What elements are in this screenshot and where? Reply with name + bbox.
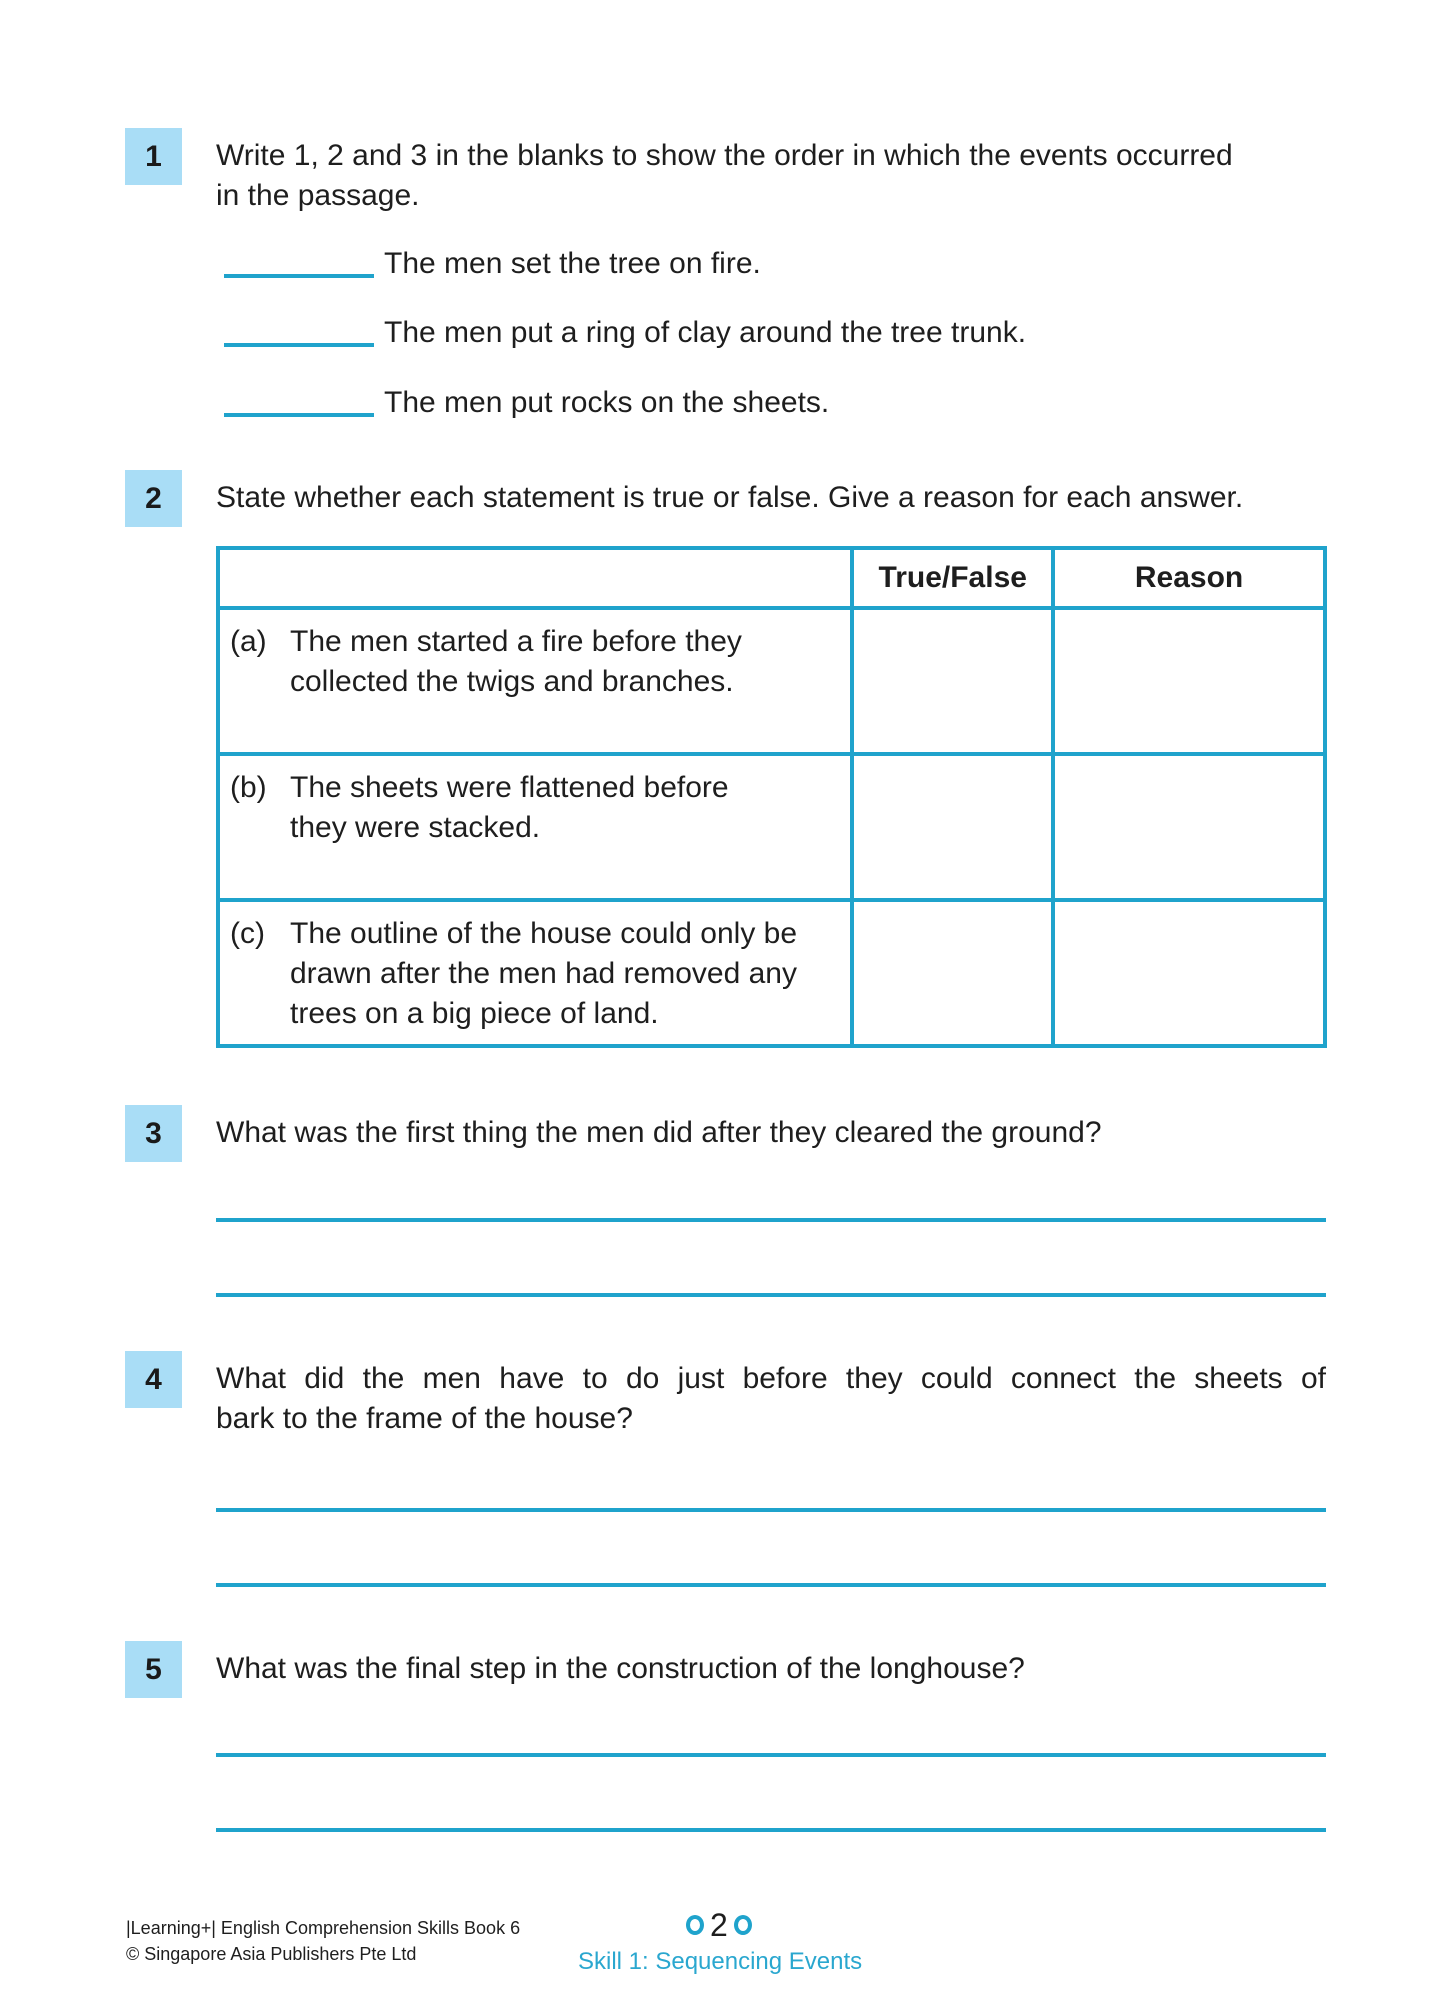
true-false-table: [216, 546, 1327, 1048]
table-header-row: [218, 548, 1325, 608]
answer-line[interactable]: [216, 1583, 1326, 1587]
statement-label: (c): [230, 917, 265, 950]
skill-label: Skill 1: Sequencing Events: [578, 1948, 863, 1975]
header-statement: [218, 548, 852, 608]
statement-cell: [218, 608, 852, 754]
reason-answer-cell[interactable]: [1053, 900, 1325, 1046]
question-number-badge: 1: [125, 128, 182, 185]
true-false-answer-cell[interactable]: [852, 608, 1053, 754]
answer-line[interactable]: [216, 1753, 1326, 1757]
sequence-event-2: The men put a ring of clay around the tree trunk.: [384, 316, 1027, 349]
question-4-line-2: bark to the frame of the house?: [216, 1402, 633, 1435]
statement-text: The sheets were flattened before they were stacked.: [290, 771, 729, 844]
reason-answer-cell[interactable]: [1053, 754, 1325, 900]
statement-label: (a): [230, 625, 267, 658]
statement-cell: [218, 900, 852, 1046]
ring-icon: [734, 1915, 752, 1935]
statement-label: (b): [230, 771, 267, 804]
page-number-text: 2: [710, 1906, 728, 1943]
question-number-badge: 3: [125, 1105, 182, 1162]
answer-line[interactable]: [216, 1218, 1326, 1222]
table-row: [218, 608, 1325, 754]
book-title: |Learning+| English Comprehension Skills Book 6: [126, 1918, 521, 1938]
question-number-badge: 4: [125, 1351, 182, 1408]
question-1-line-1: Write 1, 2 and 3 in the blanks to show the order in which the events occurred: [216, 139, 1233, 172]
question-number-badge: 2: [125, 470, 182, 527]
reason-answer-cell[interactable]: [1053, 608, 1325, 754]
footer-publisher-info: [126, 1915, 520, 1967]
statement-text: The men started a fire before they collected the twigs and branches.: [290, 625, 742, 698]
question-4-text: [216, 1359, 1326, 1439]
table-row: [218, 754, 1325, 900]
ring-icon: [686, 1915, 704, 1935]
answer-line[interactable]: [216, 1508, 1326, 1512]
answer-line[interactable]: [216, 1828, 1326, 1832]
question-2-text: State whether each statement is true or false. Give a reason for each answer.: [216, 481, 1244, 514]
sequence-blank-3[interactable]: [224, 413, 374, 417]
copyright: © Singapore Asia Publishers Pte Ltd: [126, 1944, 417, 1964]
sequence-event-1: The men set the tree on fire.: [384, 247, 761, 280]
statement-cell: [218, 754, 852, 900]
page-number: [686, 1905, 752, 1945]
true-false-answer-cell[interactable]: [852, 900, 1053, 1046]
question-3-text: What was the first thing the men did after they cleared the ground?: [216, 1116, 1102, 1149]
true-false-answer-cell[interactable]: [852, 754, 1053, 900]
statement-text: The outline of the house could only be drawn after the men had removed any trees on a big piece of land.: [290, 917, 798, 1030]
question-4-line-1: What did the men have to do just before they could connect the sheets of: [216, 1362, 1326, 1395]
sequence-blank-1[interactable]: [224, 274, 374, 278]
header-true-false: True/False: [852, 548, 1053, 608]
question-5-text: What was the final step in the construction of the longhouse?: [216, 1652, 1025, 1685]
question-1-line-2: in the passage.: [216, 179, 420, 212]
sequence-event-3: The men put rocks on the sheets.: [384, 386, 830, 419]
answer-line[interactable]: [216, 1293, 1326, 1297]
question-1-text: [216, 136, 1233, 216]
table-row: [218, 900, 1325, 1046]
question-number-badge: 5: [125, 1641, 182, 1698]
sequence-blank-2[interactable]: [224, 343, 374, 347]
header-reason: Reason: [1053, 548, 1325, 608]
